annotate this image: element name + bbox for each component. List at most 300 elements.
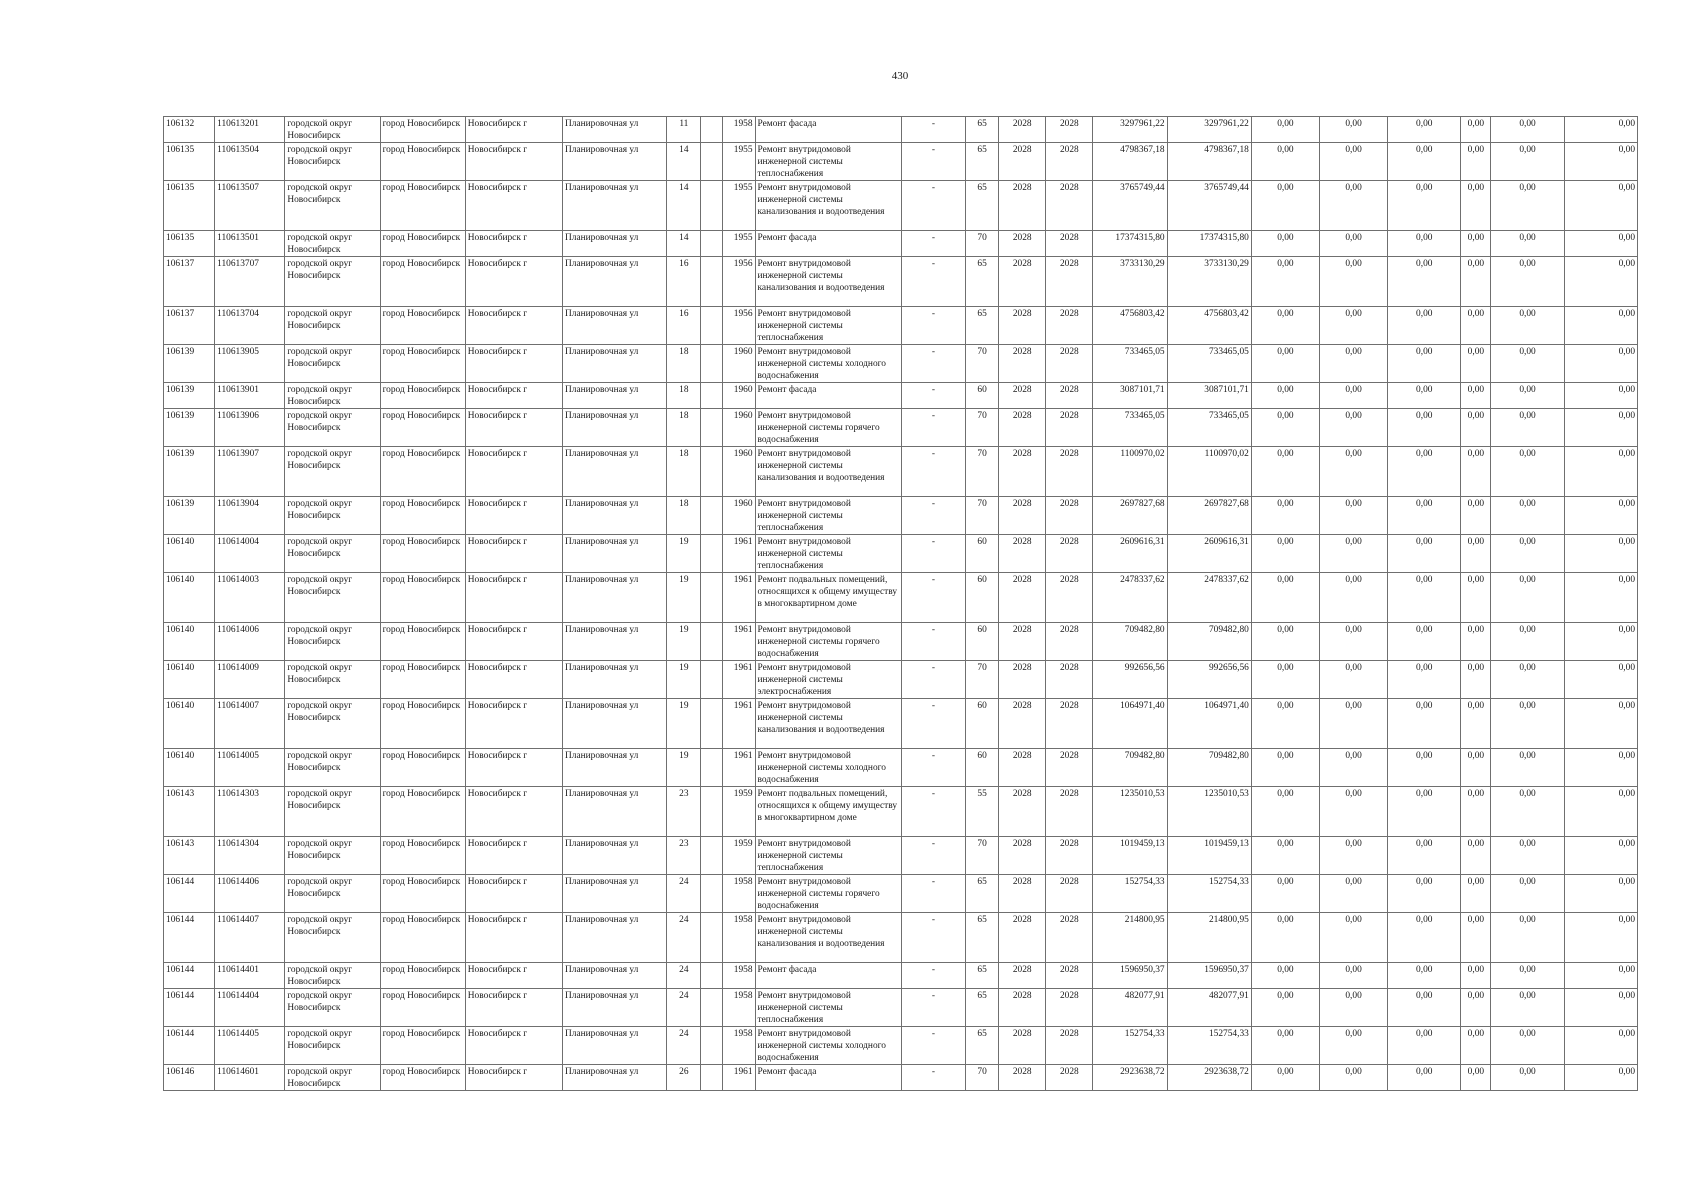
table-row (164, 117, 1638, 143)
dash-cell-cell: - (901, 573, 965, 623)
wear-percent-cell: 60 (966, 749, 999, 787)
funds-3-cell: 0,00 (1388, 699, 1461, 749)
wear-percent-cell: 70 (966, 409, 999, 447)
cost-total-cell: 4756803,42 (1093, 307, 1167, 345)
work-id-cell: 110613906 (215, 409, 285, 447)
work-id-cell: 110613504 (215, 143, 285, 181)
building-cell (701, 623, 723, 661)
funds-2-cell: 0,00 (1319, 623, 1387, 661)
funds-6-cell: 0,00 (1564, 699, 1637, 749)
funds-2-cell: 0,00 (1319, 383, 1387, 409)
cost-fund-cell: 992656,56 (1167, 661, 1251, 699)
street-cell: Планировочная ул (563, 699, 667, 749)
plan-year-start-cell: 2028 (999, 699, 1046, 749)
municipality-cell: городской округ Новосибирск (285, 963, 380, 989)
building-cell (701, 257, 723, 307)
work-type-cell: Ремонт внутридомовой инженерной системы теплоснабжения (755, 497, 901, 535)
year-built-cell: 1961 (723, 623, 755, 661)
funds-2-cell: 0,00 (1319, 535, 1387, 573)
house-id-cell: 106139 (164, 447, 215, 497)
plan-year-end-cell: 2028 (1046, 963, 1093, 989)
street-cell: Планировочная ул (563, 307, 667, 345)
work-type-cell: Ремонт подвальных помещений, относящихся к общему имуществу в многоквартирном доме (755, 573, 901, 623)
settlement-cell: город Новосибирск (380, 447, 465, 497)
municipality-cell: городской округ Новосибирск (285, 409, 380, 447)
plan-year-end-cell: 2028 (1046, 181, 1093, 231)
funds-5-cell: 0,00 (1491, 573, 1564, 623)
work-id-cell: 110613507 (215, 181, 285, 231)
funds-2-cell: 0,00 (1319, 257, 1387, 307)
house-id-cell: 106137 (164, 307, 215, 345)
funds-1-cell: 0,00 (1251, 989, 1319, 1027)
funds-1-cell: 0,00 (1251, 447, 1319, 497)
table-row (164, 787, 1638, 837)
cost-total-cell: 17374315,80 (1093, 231, 1167, 257)
house-number-cell: 24 (667, 913, 701, 963)
plan-year-end-cell: 2028 (1046, 257, 1093, 307)
cost-fund-cell: 1100970,02 (1167, 447, 1251, 497)
cost-fund-cell: 733465,05 (1167, 409, 1251, 447)
cost-fund-cell: 3765749,44 (1167, 181, 1251, 231)
plan-year-start-cell: 2028 (999, 231, 1046, 257)
building-cell (701, 573, 723, 623)
settlement-cell: город Новосибирск (380, 535, 465, 573)
table-row (164, 1027, 1638, 1065)
work-id-cell: 110613901 (215, 383, 285, 409)
work-type-cell: Ремонт фасада (755, 231, 901, 257)
street-cell: Планировочная ул (563, 837, 667, 875)
dash-cell-cell: - (901, 749, 965, 787)
plan-year-end-cell: 2028 (1046, 383, 1093, 409)
funds-2-cell: 0,00 (1319, 837, 1387, 875)
funds-1-cell: 0,00 (1251, 409, 1319, 447)
funds-4-cell: 0,00 (1461, 837, 1491, 875)
funds-2-cell: 0,00 (1319, 661, 1387, 699)
building-cell (701, 117, 723, 143)
house-id-cell: 106144 (164, 963, 215, 989)
house-number-cell: 19 (667, 623, 701, 661)
cost-fund-cell: 4756803,42 (1167, 307, 1251, 345)
wear-percent-cell: 65 (966, 143, 999, 181)
funds-4-cell: 0,00 (1461, 257, 1491, 307)
work-type-cell: Ремонт внутридомовой инженерной системы горячего водоснабжения (755, 623, 901, 661)
work-id-cell: 110613905 (215, 345, 285, 383)
cost-total-cell: 709482,80 (1093, 749, 1167, 787)
building-cell (701, 535, 723, 573)
house-number-cell: 18 (667, 447, 701, 497)
house-id-cell: 106146 (164, 1065, 215, 1091)
funds-6-cell: 0,00 (1564, 573, 1637, 623)
funds-2-cell: 0,00 (1319, 345, 1387, 383)
work-id-cell: 110614004 (215, 535, 285, 573)
funds-1-cell: 0,00 (1251, 535, 1319, 573)
work-type-cell: Ремонт подвальных помещений, относящихся к общему имуществу в многоквартирном доме (755, 787, 901, 837)
settlement-cell: город Новосибирск (380, 623, 465, 661)
work-id-cell: 110614003 (215, 573, 285, 623)
dash-cell-cell: - (901, 1027, 965, 1065)
municipality-cell: городской округ Новосибирск (285, 875, 380, 913)
house-id-cell: 106143 (164, 787, 215, 837)
cost-fund-cell: 733465,05 (1167, 345, 1251, 383)
street-cell: Планировочная ул (563, 409, 667, 447)
locality-cell: Новосибирск г (465, 837, 562, 875)
funds-1-cell: 0,00 (1251, 875, 1319, 913)
dash-cell-cell: - (901, 989, 965, 1027)
work-type-cell: Ремонт внутридомовой инженерной системы теплоснабжения (755, 535, 901, 573)
municipality-cell: городской округ Новосибирск (285, 345, 380, 383)
locality-cell: Новосибирск г (465, 1065, 562, 1091)
funds-3-cell: 0,00 (1388, 623, 1461, 661)
table-row (164, 661, 1638, 699)
table-row (164, 699, 1638, 749)
settlement-cell: город Новосибирск (380, 409, 465, 447)
cost-total-cell: 2923638,72 (1093, 1065, 1167, 1091)
work-id-cell: 110614006 (215, 623, 285, 661)
cost-fund-cell: 1064971,40 (1167, 699, 1251, 749)
funds-4-cell: 0,00 (1461, 913, 1491, 963)
plan-year-end-cell: 2028 (1046, 749, 1093, 787)
year-built-cell: 1961 (723, 699, 755, 749)
wear-percent-cell: 70 (966, 837, 999, 875)
settlement-cell: город Новосибирск (380, 1065, 465, 1091)
street-cell: Планировочная ул (563, 383, 667, 409)
dash-cell-cell: - (901, 257, 965, 307)
street-cell: Планировочная ул (563, 661, 667, 699)
year-built-cell: 1961 (723, 573, 755, 623)
funds-3-cell: 0,00 (1388, 963, 1461, 989)
year-built-cell: 1959 (723, 787, 755, 837)
plan-year-start-cell: 2028 (999, 837, 1046, 875)
funds-3-cell: 0,00 (1388, 837, 1461, 875)
funds-1-cell: 0,00 (1251, 661, 1319, 699)
dash-cell-cell: - (901, 447, 965, 497)
funds-3-cell: 0,00 (1388, 661, 1461, 699)
plan-year-start-cell: 2028 (999, 661, 1046, 699)
funds-4-cell: 0,00 (1461, 345, 1491, 383)
funds-4-cell: 0,00 (1461, 749, 1491, 787)
settlement-cell: город Новосибирск (380, 117, 465, 143)
funds-5-cell: 0,00 (1491, 409, 1564, 447)
plan-year-end-cell: 2028 (1046, 699, 1093, 749)
work-type-cell: Ремонт внутридомовой инженерной системы канализования и водоотведения (755, 913, 901, 963)
funds-2-cell: 0,00 (1319, 231, 1387, 257)
cost-fund-cell: 3297961,22 (1167, 117, 1251, 143)
wear-percent-cell: 65 (966, 989, 999, 1027)
funds-1-cell: 0,00 (1251, 963, 1319, 989)
funds-6-cell: 0,00 (1564, 181, 1637, 231)
cost-total-cell: 733465,05 (1093, 409, 1167, 447)
street-cell: Планировочная ул (563, 497, 667, 535)
work-id-cell: 110614407 (215, 913, 285, 963)
funds-5-cell: 0,00 (1491, 623, 1564, 661)
municipality-cell: городской округ Новосибирск (285, 623, 380, 661)
cost-total-cell: 4798367,18 (1093, 143, 1167, 181)
year-built-cell: 1958 (723, 989, 755, 1027)
locality-cell: Новосибирск г (465, 447, 562, 497)
house-number-cell: 18 (667, 383, 701, 409)
municipality-cell: городской округ Новосибирск (285, 787, 380, 837)
funds-3-cell: 0,00 (1388, 913, 1461, 963)
settlement-cell: город Новосибирск (380, 661, 465, 699)
locality-cell: Новосибирск г (465, 409, 562, 447)
cost-total-cell: 3733130,29 (1093, 257, 1167, 307)
cost-fund-cell: 2609616,31 (1167, 535, 1251, 573)
plan-year-end-cell: 2028 (1046, 307, 1093, 345)
work-type-cell: Ремонт внутридомовой инженерной системы теплоснабжения (755, 989, 901, 1027)
wear-percent-cell: 65 (966, 875, 999, 913)
municipality-cell: городской округ Новосибирск (285, 1065, 380, 1091)
work-type-cell: Ремонт внутридомовой инженерной системы канализования и водоотведения (755, 447, 901, 497)
funds-1-cell: 0,00 (1251, 257, 1319, 307)
house-id-cell: 106139 (164, 383, 215, 409)
table-row (164, 345, 1638, 383)
house-number-cell: 19 (667, 749, 701, 787)
funds-4-cell: 0,00 (1461, 573, 1491, 623)
street-cell: Планировочная ул (563, 875, 667, 913)
locality-cell: Новосибирск г (465, 623, 562, 661)
funds-4-cell: 0,00 (1461, 875, 1491, 913)
funds-5-cell: 0,00 (1491, 117, 1564, 143)
work-id-cell: 110614007 (215, 699, 285, 749)
building-cell (701, 143, 723, 181)
building-cell (701, 181, 723, 231)
dash-cell-cell: - (901, 963, 965, 989)
funds-5-cell: 0,00 (1491, 699, 1564, 749)
plan-year-end-cell: 2028 (1046, 535, 1093, 573)
funds-1-cell: 0,00 (1251, 181, 1319, 231)
street-cell: Планировочная ул (563, 535, 667, 573)
municipality-cell: городской округ Новосибирск (285, 535, 380, 573)
work-id-cell: 110613704 (215, 307, 285, 345)
municipality-cell: городской округ Новосибирск (285, 1027, 380, 1065)
dash-cell-cell: - (901, 837, 965, 875)
house-id-cell: 106140 (164, 749, 215, 787)
cost-fund-cell: 1019459,13 (1167, 837, 1251, 875)
house-id-cell: 106144 (164, 875, 215, 913)
street-cell: Планировочная ул (563, 1065, 667, 1091)
funds-6-cell: 0,00 (1564, 1065, 1637, 1091)
house-number-cell: 24 (667, 989, 701, 1027)
wear-percent-cell: 70 (966, 661, 999, 699)
house-id-cell: 106144 (164, 1027, 215, 1065)
locality-cell: Новосибирск г (465, 497, 562, 535)
funds-5-cell: 0,00 (1491, 989, 1564, 1027)
settlement-cell: город Новосибирск (380, 181, 465, 231)
house-id-cell: 106137 (164, 257, 215, 307)
funds-1-cell: 0,00 (1251, 117, 1319, 143)
municipality-cell: городской округ Новосибирск (285, 497, 380, 535)
work-id-cell: 110613904 (215, 497, 285, 535)
table-row (164, 623, 1638, 661)
funds-6-cell: 0,00 (1564, 383, 1637, 409)
dash-cell-cell: - (901, 307, 965, 345)
funds-4-cell: 0,00 (1461, 497, 1491, 535)
locality-cell: Новосибирск г (465, 661, 562, 699)
funds-4-cell: 0,00 (1461, 787, 1491, 837)
house-id-cell: 106144 (164, 989, 215, 1027)
work-id-cell: 110614401 (215, 963, 285, 989)
settlement-cell: город Новосибирск (380, 497, 465, 535)
funds-2-cell: 0,00 (1319, 699, 1387, 749)
funds-4-cell: 0,00 (1461, 117, 1491, 143)
funds-3-cell: 0,00 (1388, 447, 1461, 497)
page-number: 430 (891, 70, 909, 82)
work-type-cell: Ремонт внутридомовой инженерной системы холодного водоснабжения (755, 749, 901, 787)
cost-total-cell: 1100970,02 (1093, 447, 1167, 497)
settlement-cell: город Новосибирск (380, 913, 465, 963)
funds-4-cell: 0,00 (1461, 623, 1491, 661)
work-type-cell: Ремонт внутридомовой инженерной системы теплоснабжения (755, 143, 901, 181)
plan-year-end-cell: 2028 (1046, 117, 1093, 143)
funds-5-cell: 0,00 (1491, 875, 1564, 913)
funds-4-cell: 0,00 (1461, 535, 1491, 573)
dash-cell-cell: - (901, 787, 965, 837)
house-number-cell: 18 (667, 497, 701, 535)
house-number-cell: 11 (667, 117, 701, 143)
work-type-cell: Ремонт внутридомовой инженерной системы теплоснабжения (755, 837, 901, 875)
work-id-cell: 110613907 (215, 447, 285, 497)
plan-year-end-cell: 2028 (1046, 875, 1093, 913)
municipality-cell: городской округ Новосибирск (285, 181, 380, 231)
funds-1-cell: 0,00 (1251, 699, 1319, 749)
plan-year-end-cell: 2028 (1046, 143, 1093, 181)
plan-year-start-cell: 2028 (999, 573, 1046, 623)
funds-3-cell: 0,00 (1388, 535, 1461, 573)
table-row (164, 181, 1638, 231)
funds-6-cell: 0,00 (1564, 307, 1637, 345)
municipality-cell: городской округ Новосибирск (285, 447, 380, 497)
funds-2-cell: 0,00 (1319, 143, 1387, 181)
street-cell: Планировочная ул (563, 447, 667, 497)
funds-2-cell: 0,00 (1319, 913, 1387, 963)
funds-5-cell: 0,00 (1491, 497, 1564, 535)
settlement-cell: город Новосибирск (380, 749, 465, 787)
house-number-cell: 23 (667, 787, 701, 837)
cost-fund-cell: 2697827,68 (1167, 497, 1251, 535)
house-id-cell: 106135 (164, 231, 215, 257)
building-cell (701, 787, 723, 837)
table-row (164, 409, 1638, 447)
funds-1-cell: 0,00 (1251, 383, 1319, 409)
table-row (164, 257, 1638, 307)
locality-cell: Новосибирск г (465, 963, 562, 989)
street-cell: Планировочная ул (563, 231, 667, 257)
funds-5-cell: 0,00 (1491, 963, 1564, 989)
funds-2-cell: 0,00 (1319, 875, 1387, 913)
funds-1-cell: 0,00 (1251, 913, 1319, 963)
municipality-cell: городской округ Новосибирск (285, 837, 380, 875)
plan-year-end-cell: 2028 (1046, 837, 1093, 875)
building-cell (701, 383, 723, 409)
wear-percent-cell: 65 (966, 181, 999, 231)
funds-2-cell: 0,00 (1319, 573, 1387, 623)
locality-cell: Новосибирск г (465, 345, 562, 383)
plan-year-end-cell: 2028 (1046, 1065, 1093, 1091)
funds-4-cell: 0,00 (1461, 661, 1491, 699)
cost-fund-cell: 152754,33 (1167, 875, 1251, 913)
house-id-cell: 106139 (164, 409, 215, 447)
work-id-cell: 110613707 (215, 257, 285, 307)
house-number-cell: 24 (667, 1027, 701, 1065)
funds-4-cell: 0,00 (1461, 1027, 1491, 1065)
plan-year-start-cell: 2028 (999, 447, 1046, 497)
cost-fund-cell: 152754,33 (1167, 1027, 1251, 1065)
funds-3-cell: 0,00 (1388, 1065, 1461, 1091)
funds-5-cell: 0,00 (1491, 661, 1564, 699)
work-id-cell: 110614406 (215, 875, 285, 913)
wear-percent-cell: 60 (966, 623, 999, 661)
work-type-cell: Ремонт внутридомовой инженерной системы электроснабжения (755, 661, 901, 699)
wear-percent-cell: 70 (966, 231, 999, 257)
funds-4-cell: 0,00 (1461, 231, 1491, 257)
dash-cell-cell: - (901, 535, 965, 573)
funds-3-cell: 0,00 (1388, 573, 1461, 623)
municipality-cell: городской округ Новосибирск (285, 117, 380, 143)
municipality-cell: городской округ Новосибирск (285, 383, 380, 409)
plan-year-end-cell: 2028 (1046, 913, 1093, 963)
funds-4-cell: 0,00 (1461, 383, 1491, 409)
wear-percent-cell: 65 (966, 913, 999, 963)
house-id-cell: 106140 (164, 623, 215, 661)
municipality-cell: городской округ Новосибирск (285, 257, 380, 307)
plan-year-start-cell: 2028 (999, 989, 1046, 1027)
work-type-cell: Ремонт фасада (755, 383, 901, 409)
work-id-cell: 110614601 (215, 1065, 285, 1091)
locality-cell: Новосибирск г (465, 699, 562, 749)
dash-cell-cell: - (901, 345, 965, 383)
cost-total-cell: 2697827,68 (1093, 497, 1167, 535)
building-cell (701, 497, 723, 535)
settlement-cell: город Новосибирск (380, 143, 465, 181)
municipality-cell: городской округ Новосибирск (285, 989, 380, 1027)
settlement-cell: город Новосибирск (380, 257, 465, 307)
cost-total-cell: 992656,56 (1093, 661, 1167, 699)
funds-6-cell: 0,00 (1564, 143, 1637, 181)
house-id-cell: 106140 (164, 661, 215, 699)
locality-cell: Новосибирск г (465, 535, 562, 573)
cost-total-cell: 709482,80 (1093, 623, 1167, 661)
plan-year-start-cell: 2028 (999, 345, 1046, 383)
funds-6-cell: 0,00 (1564, 963, 1637, 989)
street-cell: Планировочная ул (563, 913, 667, 963)
table-row (164, 1065, 1638, 1091)
settlement-cell: город Новосибирск (380, 989, 465, 1027)
funds-2-cell: 0,00 (1319, 307, 1387, 345)
year-built-cell: 1958 (723, 963, 755, 989)
cost-total-cell: 482077,91 (1093, 989, 1167, 1027)
funds-6-cell: 0,00 (1564, 661, 1637, 699)
funds-5-cell: 0,00 (1491, 181, 1564, 231)
house-number-cell: 19 (667, 535, 701, 573)
cost-fund-cell: 3733130,29 (1167, 257, 1251, 307)
cost-total-cell: 1019459,13 (1093, 837, 1167, 875)
cost-total-cell: 1596950,37 (1093, 963, 1167, 989)
house-number-cell: 24 (667, 875, 701, 913)
year-built-cell: 1961 (723, 661, 755, 699)
wear-percent-cell: 60 (966, 535, 999, 573)
street-cell: Планировочная ул (563, 117, 667, 143)
house-number-cell: 19 (667, 573, 701, 623)
funds-6-cell: 0,00 (1564, 117, 1637, 143)
funds-1-cell: 0,00 (1251, 1027, 1319, 1065)
house-number-cell: 14 (667, 231, 701, 257)
dash-cell-cell: - (901, 875, 965, 913)
table-row (164, 143, 1638, 181)
dash-cell-cell: - (901, 409, 965, 447)
cost-total-cell: 1064971,40 (1093, 699, 1167, 749)
funds-2-cell: 0,00 (1319, 989, 1387, 1027)
locality-cell: Новосибирск г (465, 231, 562, 257)
